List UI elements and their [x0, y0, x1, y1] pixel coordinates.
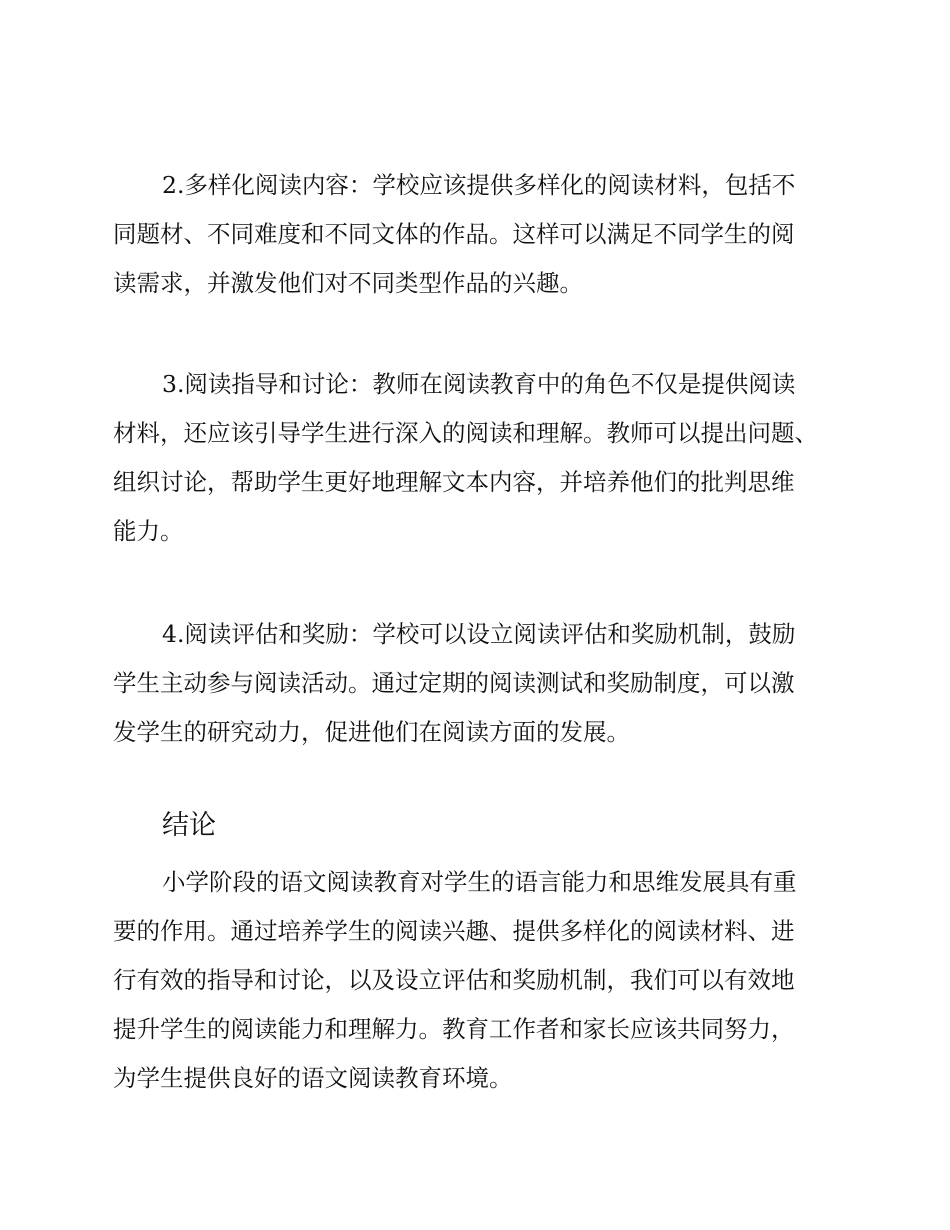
paragraph-line: 学生主动参与阅读活动。通过定期的阅读测试和奖励制度，可以激: [113, 669, 795, 697]
paragraph-reading-guidance: [113, 360, 853, 556]
paragraph-line: 2.多样化阅读内容：学校应该提供多样化的阅读材料，包括不: [162, 171, 796, 199]
paragraph-line: 读需求，并激发他们对不同类型作品的兴趣。: [113, 269, 583, 297]
paragraph-line: 同题材、不同难度和不同文体的作品。这样可以满足不同学生的阅: [113, 220, 795, 248]
paragraph-line: 能力。: [113, 517, 184, 545]
paragraph-line: 发学生的研究动力，促进他们在阅读方面的发展。: [113, 718, 630, 746]
paragraph-line: 提升学生的阅读能力和理解力。教育工作者和家长应该共同努力，: [113, 1015, 795, 1043]
paragraph-reading-assessment: [113, 610, 853, 757]
paragraph-diverse-reading-content: [113, 161, 853, 308]
paragraph-line: 行有效的指导和讨论，以及设立评估和奖励机制，我们可以有效地: [113, 966, 795, 994]
paragraph-line: 材料，还应该引导学生进行深入的阅读和理解。教师可以提出问题、: [113, 419, 818, 447]
paragraph-line: 小学阶段的语文阅读教育对学生的语言能力和思维发展具有重: [162, 868, 797, 896]
paragraph-line: 为学生提供良好的语文阅读教育环境。: [113, 1064, 513, 1092]
paragraph-conclusion: [113, 858, 853, 1103]
paragraph-line: 4.阅读评估和奖励：学校可以设立阅读评估和奖励机制，鼓励: [162, 620, 796, 648]
paragraph-line: 要的作用。通过培养学生的阅读兴趣、提供多样化的阅读材料、进: [113, 917, 795, 945]
paragraph-line: 3.阅读指导和讨论：教师在阅读教育中的角色不仅是提供阅读: [162, 370, 796, 398]
paragraph-line: 组织讨论，帮助学生更好地理解文本内容，并培养他们的批判思维: [113, 468, 795, 496]
conclusion-heading: 结论: [162, 810, 216, 841]
